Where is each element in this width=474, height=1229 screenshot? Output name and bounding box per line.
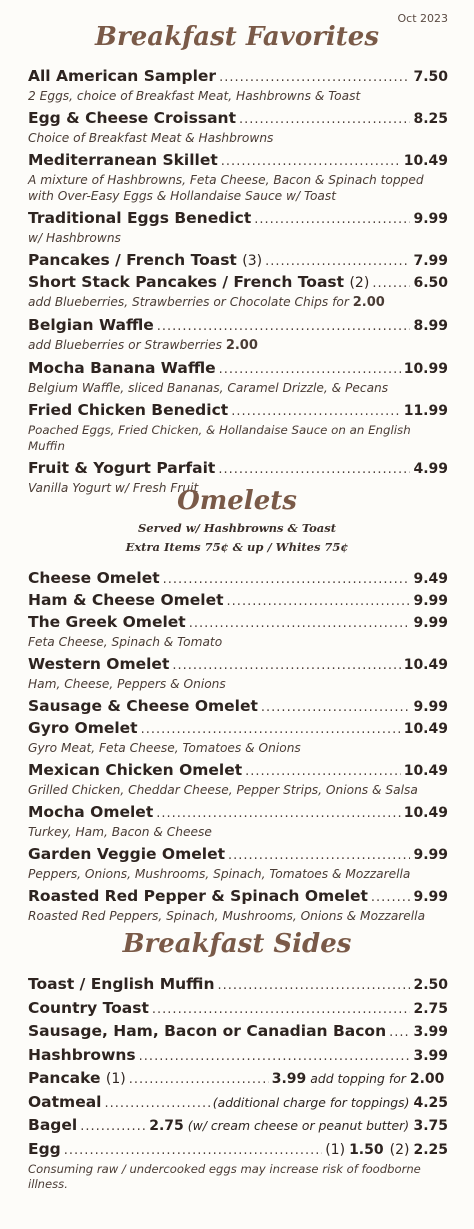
leader-dots — [157, 317, 411, 337]
item-name: All American Sampler — [28, 67, 217, 85]
item-note: (additional charge for toppings) — [212, 1094, 410, 1110]
leader-dots — [163, 569, 411, 590]
menu-item — [28, 802, 448, 840]
item-quantity: (1) — [105, 1071, 126, 1087]
item-description — [28, 337, 448, 354]
item-name: Traditional Eggs Benedict — [28, 209, 252, 227]
item-name — [28, 1068, 126, 1090]
menu-item — [28, 612, 448, 650]
menu-item — [28, 718, 448, 756]
menu-item — [28, 696, 448, 718]
item-quantity-alt: (2) — [389, 1141, 410, 1158]
item-quantity: (1) — [325, 1141, 346, 1158]
item-price: 10.49 — [403, 153, 448, 169]
item-note: (w/ cream cheese or peanut butter) — [187, 1118, 410, 1133]
side-item-hashbrowns — [28, 1045, 448, 1067]
section-title-breakfast-favorites: Breakfast Favorites — [95, 22, 379, 52]
item-name: Hashbrowns — [28, 1045, 136, 1064]
menu-item — [28, 844, 448, 882]
item-price: 3.99 — [271, 1071, 307, 1087]
item-description: Grilled Chicken, Cheddar Cheese, Pepper Strips, Onions & Salsa — [28, 783, 418, 797]
item-name: Mocha Omelet — [28, 803, 154, 821]
leader-dots — [371, 887, 411, 908]
item-name: Mediterranean Skillet — [28, 151, 218, 169]
section-title-breakfast-sides: Breakfast Sides — [122, 929, 352, 959]
side-item-toast — [28, 974, 448, 996]
item-price: 4.99 — [413, 461, 448, 477]
item-description-text: add Blueberries or Strawberries — [28, 338, 222, 352]
leader-dots — [141, 719, 401, 740]
menu-item — [28, 886, 448, 924]
item-price: 7.99 — [413, 253, 448, 269]
side-item-meat — [28, 1021, 448, 1043]
item-name: Mexican Chicken Omelet — [28, 761, 243, 779]
add-on-price: 2.00 — [225, 338, 258, 353]
leader-dots — [261, 697, 411, 718]
item-price: 3.99 — [413, 1047, 448, 1064]
item-price: 2.50 — [413, 977, 448, 993]
item-price: 10.49 — [403, 721, 448, 737]
item-description: Roasted Red Peppers, Spinach, Mushrooms, Onions & Mozzarella — [28, 909, 426, 923]
item-name: Gyro Omelet — [28, 719, 138, 737]
item-description: Feta Cheese, Spinach & Tomato — [28, 635, 223, 649]
leader-dots — [64, 1140, 322, 1161]
item-price: 1.50 — [349, 1141, 384, 1158]
item-description: A mixture of Hashbrowns, Feta Cheese, Bacon & Spinach topped with Over-Easy Eggs & Hollandaise Sauce w/ Toast — [28, 173, 424, 203]
menu-item — [28, 150, 448, 204]
item-name: Fried Chicken Benedict — [28, 401, 229, 419]
item-price: 10.49 — [403, 763, 448, 779]
item-price: 2.75 — [413, 1000, 448, 1017]
item-description: Gyro Meat, Feta Cheese, Tomatoes & Onions — [28, 741, 301, 755]
item-description: Peppers, Onions, Mushrooms, Spinach, Tomatoes & Mozzarella — [28, 867, 411, 881]
item-name: Western Omelet — [28, 655, 170, 673]
item-quantity: (3) — [242, 253, 263, 269]
leader-dots — [139, 1046, 411, 1067]
item-price: 8.25 — [413, 111, 448, 127]
item-name — [28, 272, 369, 293]
leader-dots — [219, 68, 410, 88]
item-price: 9.99 — [413, 615, 448, 631]
item-name: Toast / English Muffin — [28, 975, 215, 993]
omelets-subtitle: Served w/ Hashbrowns & Toast — [137, 521, 337, 535]
item-price: 7.50 — [413, 69, 448, 85]
item-description: Poached Eggs, Fried Chicken, & Hollandaise Sauce on an English Muffin — [28, 423, 411, 453]
item-price: 9.99 — [413, 699, 448, 715]
menu-item — [28, 66, 448, 104]
item-price: 10.49 — [403, 657, 448, 673]
item-name-text: Pancakes / French Toast — [28, 251, 237, 269]
item-price: 10.99 — [403, 361, 448, 377]
item-price: 9.99 — [413, 211, 448, 227]
menu-item — [28, 250, 448, 272]
item-name — [28, 250, 262, 271]
leader-dots — [228, 845, 410, 866]
menu-item — [28, 315, 448, 354]
leader-dots — [80, 1116, 146, 1137]
item-price: 6.50 — [413, 275, 448, 291]
item-name: Sausage, Ham, Bacon or Canadian Bacon — [28, 1022, 387, 1040]
side-item-bagel — [28, 1115, 448, 1137]
item-name-text: Short Stack Pancakes / French Toast — [28, 273, 345, 291]
item-name: Country Toast — [28, 998, 149, 1017]
food-safety-footnote: Consuming raw / undercooked eggs may increase risk of foodborne illness. — [28, 1162, 421, 1191]
item-name: Cheese Omelet — [28, 569, 160, 587]
item-name: Egg — [28, 1139, 61, 1158]
leader-dots — [218, 975, 411, 996]
item-price: 2.75 — [149, 1118, 184, 1134]
item-name: Garden Veggie Omelet — [28, 845, 226, 863]
item-name: Ham & Cheese Omelet — [28, 591, 224, 609]
menu-item — [28, 358, 448, 396]
item-price: 9.99 — [413, 593, 448, 609]
leader-dots — [239, 110, 410, 130]
leader-dots — [372, 274, 410, 294]
leader-dots — [254, 210, 410, 230]
leader-dots — [152, 999, 411, 1020]
item-description: Vanilla Yogurt w/ Fresh Fruit — [28, 481, 199, 495]
item-name: Bagel — [28, 1116, 78, 1134]
item-name-text: Pancake — [28, 1069, 101, 1087]
favorites-list — [28, 66, 448, 500]
side-item-oatmeal — [28, 1092, 448, 1114]
item-quantity: (2) — [349, 275, 370, 291]
menu-item — [28, 654, 448, 692]
side-item-country-toast — [28, 998, 448, 1020]
leader-dots — [129, 1069, 269, 1090]
menu-item — [28, 590, 448, 612]
leader-dots — [104, 1093, 209, 1114]
menu-item — [28, 760, 448, 798]
item-description: Ham, Cheese, Peppers & Onions — [28, 677, 226, 691]
item-description: Belgium Waffle, sliced Bananas, Caramel Drizzle, & Pecans — [28, 381, 389, 395]
item-name: Fruit & Yogurt Parfait — [28, 459, 216, 477]
leader-dots — [218, 460, 410, 480]
leader-dots — [221, 152, 401, 172]
leader-dots — [189, 613, 411, 634]
menu-item — [28, 208, 448, 246]
section-title-omelets: Omelets — [177, 486, 297, 516]
leader-dots — [156, 803, 400, 824]
leader-dots — [219, 360, 401, 380]
menu-item — [28, 272, 448, 311]
item-price: 9.99 — [413, 847, 448, 863]
omelets-extras-note: Extra Items 75¢ & up / Whites 75¢ — [125, 540, 349, 554]
item-price: 10.49 — [403, 805, 448, 821]
item-price: 8.99 — [413, 318, 448, 334]
item-description: w/ Hashbrowns — [28, 231, 121, 245]
item-description: Turkey, Ham, Bacon & Cheese — [28, 825, 212, 839]
topping-price: 2.00 — [409, 1071, 445, 1087]
item-description — [28, 294, 448, 311]
item-name: Sausage & Cheese Omelet — [28, 697, 258, 715]
menu-item — [28, 108, 448, 146]
menu-item — [28, 400, 448, 454]
item-description: Choice of Breakfast Meat & Hashbrowns — [28, 131, 274, 145]
item-name: Roasted Red Pepper & Spinach Omelet — [28, 887, 368, 905]
leader-dots — [389, 1022, 410, 1043]
leader-dots — [231, 402, 401, 422]
item-description-text: add Blueberries, Strawberries or Chocolate Chips for — [28, 295, 349, 309]
leader-dots — [227, 591, 411, 612]
topping-label: add topping for — [310, 1071, 406, 1086]
item-description: 2 Eggs, choice of Breakfast Meat, Hashbrowns & Toast — [28, 89, 361, 103]
menu-item — [28, 568, 448, 590]
add-on-price: 2.00 — [352, 295, 385, 310]
sides-list — [28, 974, 448, 1192]
leader-dots — [265, 252, 410, 272]
item-price: 11.99 — [403, 403, 448, 419]
item-price-alt: 3.75 — [413, 1118, 448, 1134]
omelets-list — [28, 568, 448, 928]
item-price: 3.99 — [413, 1024, 448, 1040]
item-name: Belgian Waffle — [28, 316, 154, 334]
leader-dots — [245, 761, 401, 782]
side-item-egg — [28, 1139, 448, 1161]
side-item-pancake — [28, 1068, 448, 1090]
item-price-alt: 2.25 — [413, 1141, 448, 1158]
item-name: Mocha Banana Waffle — [28, 359, 216, 377]
item-name: Egg & Cheese Croissant — [28, 109, 236, 127]
item-price: 9.49 — [413, 571, 448, 587]
item-name: The Greek Omelet — [28, 613, 186, 631]
leader-dots — [172, 655, 400, 676]
menu-date: Oct 2023 — [397, 12, 448, 25]
item-price: 4.25 — [413, 1094, 448, 1111]
item-price: 9.99 — [413, 889, 448, 905]
item-name: Oatmeal — [28, 1092, 102, 1111]
